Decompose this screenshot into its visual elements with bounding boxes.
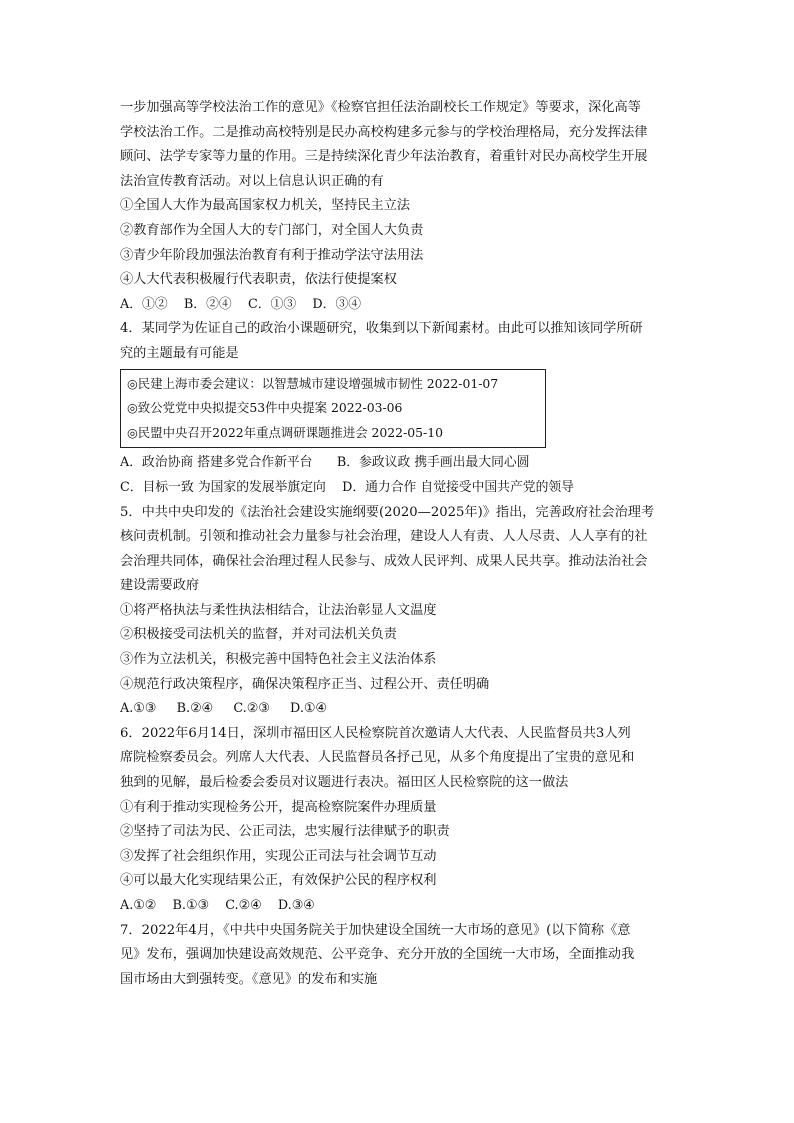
q5-answer-options: A.①③ B.②④ C.②③ D.①④ bbox=[120, 701, 327, 717]
q7-stem-line: 见》发布，强调加快建设高效规范、公平竞争、充分开放的全国统一大市场，全面推动我 bbox=[120, 947, 635, 963]
q5-stem-line: 会治理共同体，确保社会治理过程人民参与、成效人民评判、成果人民共享。推动法治社会 bbox=[120, 553, 648, 569]
q6-stem-line: 席院检察委员会。列席人大代表、人民监督员各抒己见，从多个角度提出了宝贵的意见和 bbox=[120, 750, 635, 766]
q5-statement-2: ②积极接受司法机关的监督，并对司法机关负责 bbox=[120, 627, 397, 643]
q4-stem-line: 究的主题最有可能是 bbox=[120, 345, 239, 361]
q3-answer-options: A．①② B．②④ C．①③ D．③④ bbox=[120, 296, 362, 312]
q7-stem-line: 国市场由大到强转变。《意见》的发布和实施 bbox=[120, 971, 378, 987]
q5-statement-3: ③作为立法机关，积极完善中国特色社会主义法治体系 bbox=[120, 652, 437, 668]
q3-statement-3: ③青少年阶段加强法治教育有利于推动学法守法用法 bbox=[120, 247, 424, 263]
q6-stem-line: 独到的见解，最后检委会委员对议题进行表决。福田区人民检察院的这一做法 bbox=[120, 775, 569, 791]
q3-stem-line: 一步加强高等学校法治工作的意见》《检察官担任法治副校长工作规定》等要求，深化高等 bbox=[120, 100, 641, 115]
q5-statement-4: ④规范行政决策程序，确保决策程序正当、过程公开、责任明确 bbox=[120, 676, 490, 692]
q3-statement-4: ④人大代表积极履行代表职责，依法行使提案权 bbox=[120, 272, 397, 288]
question-7 bbox=[120, 919, 680, 993]
document-page bbox=[120, 96, 680, 992]
q3-stem-line: 学校法治工作。二是推动高校特别是民办高校构建多元参与的学校治理格局，充分发挥法律 bbox=[120, 124, 648, 140]
q6-answer-options: A.①② B.①③ C.②④ D.③④ bbox=[120, 898, 315, 913]
q4-news-material-box bbox=[120, 369, 546, 449]
q6-statement-3: ③发挥了社会组织作用，实现公正司法与社会调节互动 bbox=[120, 848, 437, 864]
q4-answer-options-ab: A．政治协商 搭建多党合作新平台 B．参政议政 携手画出最大同心圆 bbox=[120, 455, 530, 471]
q3-statement-1: ①全国人大作为最高国家权力机关，坚持民主立法 bbox=[120, 198, 411, 214]
question-3 bbox=[120, 96, 680, 317]
q4-stem-line: 4．某同学为佐证自己的政治小课题研究，收集到以下新闻素材。由此可以推知该同学所研 bbox=[120, 321, 643, 337]
q5-stem-line: 核问责机制。引领和推动社会力量参与社会治理，建设人人有责、人人尽责、人人享有的社 bbox=[120, 529, 648, 545]
q5-statement-1: ①将严格执法与柔性执法相结合，让法治彰显人文温度 bbox=[120, 602, 437, 618]
q4-news-item-2: ◎致公党党中央拟提交53件中央提案 2022-03-06 bbox=[127, 400, 403, 416]
q6-stem-line: 6．2022年6月14日，深圳市福田区人民检察院首次邀请人大代表、人民监督员共3人列 bbox=[120, 725, 631, 741]
q7-stem-line: 7．2022年4月，《中共中央国务院关于加快建设全国统一大市场的意见》(以下简称《意 bbox=[120, 922, 631, 938]
q4-news-item-1: ◎民建上海市委会建议：以智慧城市建设增强城市韧性 2022-01-07 bbox=[127, 375, 499, 391]
q4-answer-options-cd: C．目标一致 为国家的发展举旗定向 D．通力合作 自觉接受中国共产党的领导 bbox=[120, 479, 574, 495]
q4-news-item-3: ◎民盟中央召开2022年重点调研课题推进会 2022-05-10 bbox=[127, 424, 443, 440]
q6-statement-4: ④可以最大化实现结果公正，有效保护公民的程序权利 bbox=[120, 873, 437, 889]
question-6 bbox=[120, 722, 680, 919]
q3-statement-2: ②教育部作为全国人大的专门部门，对全国人大负责 bbox=[120, 222, 424, 238]
q3-stem-line: 法治宣传教育活动。对以上信息认识正确的有 bbox=[120, 173, 384, 189]
q6-statement-1: ①有利于推动实现检务公开，提高检察院案件办理质量 bbox=[120, 799, 437, 815]
q5-stem-line: 5．中共中央印发的《法治社会建设实施纲要(2020—2025年)》指出，完善政府社会治理考 bbox=[120, 504, 655, 520]
question-5 bbox=[120, 501, 680, 722]
q3-stem-line: 顾问、法学专家等力量的作用。三是持续深化青少年法治教育，着重针对民办高校学生开展 bbox=[120, 149, 648, 165]
question-4 bbox=[120, 317, 680, 500]
q6-statement-2: ②坚持了司法为民、公正司法，忠实履行法律赋予的职责 bbox=[120, 824, 450, 840]
q5-stem-line: 建设需要政府 bbox=[120, 578, 200, 594]
